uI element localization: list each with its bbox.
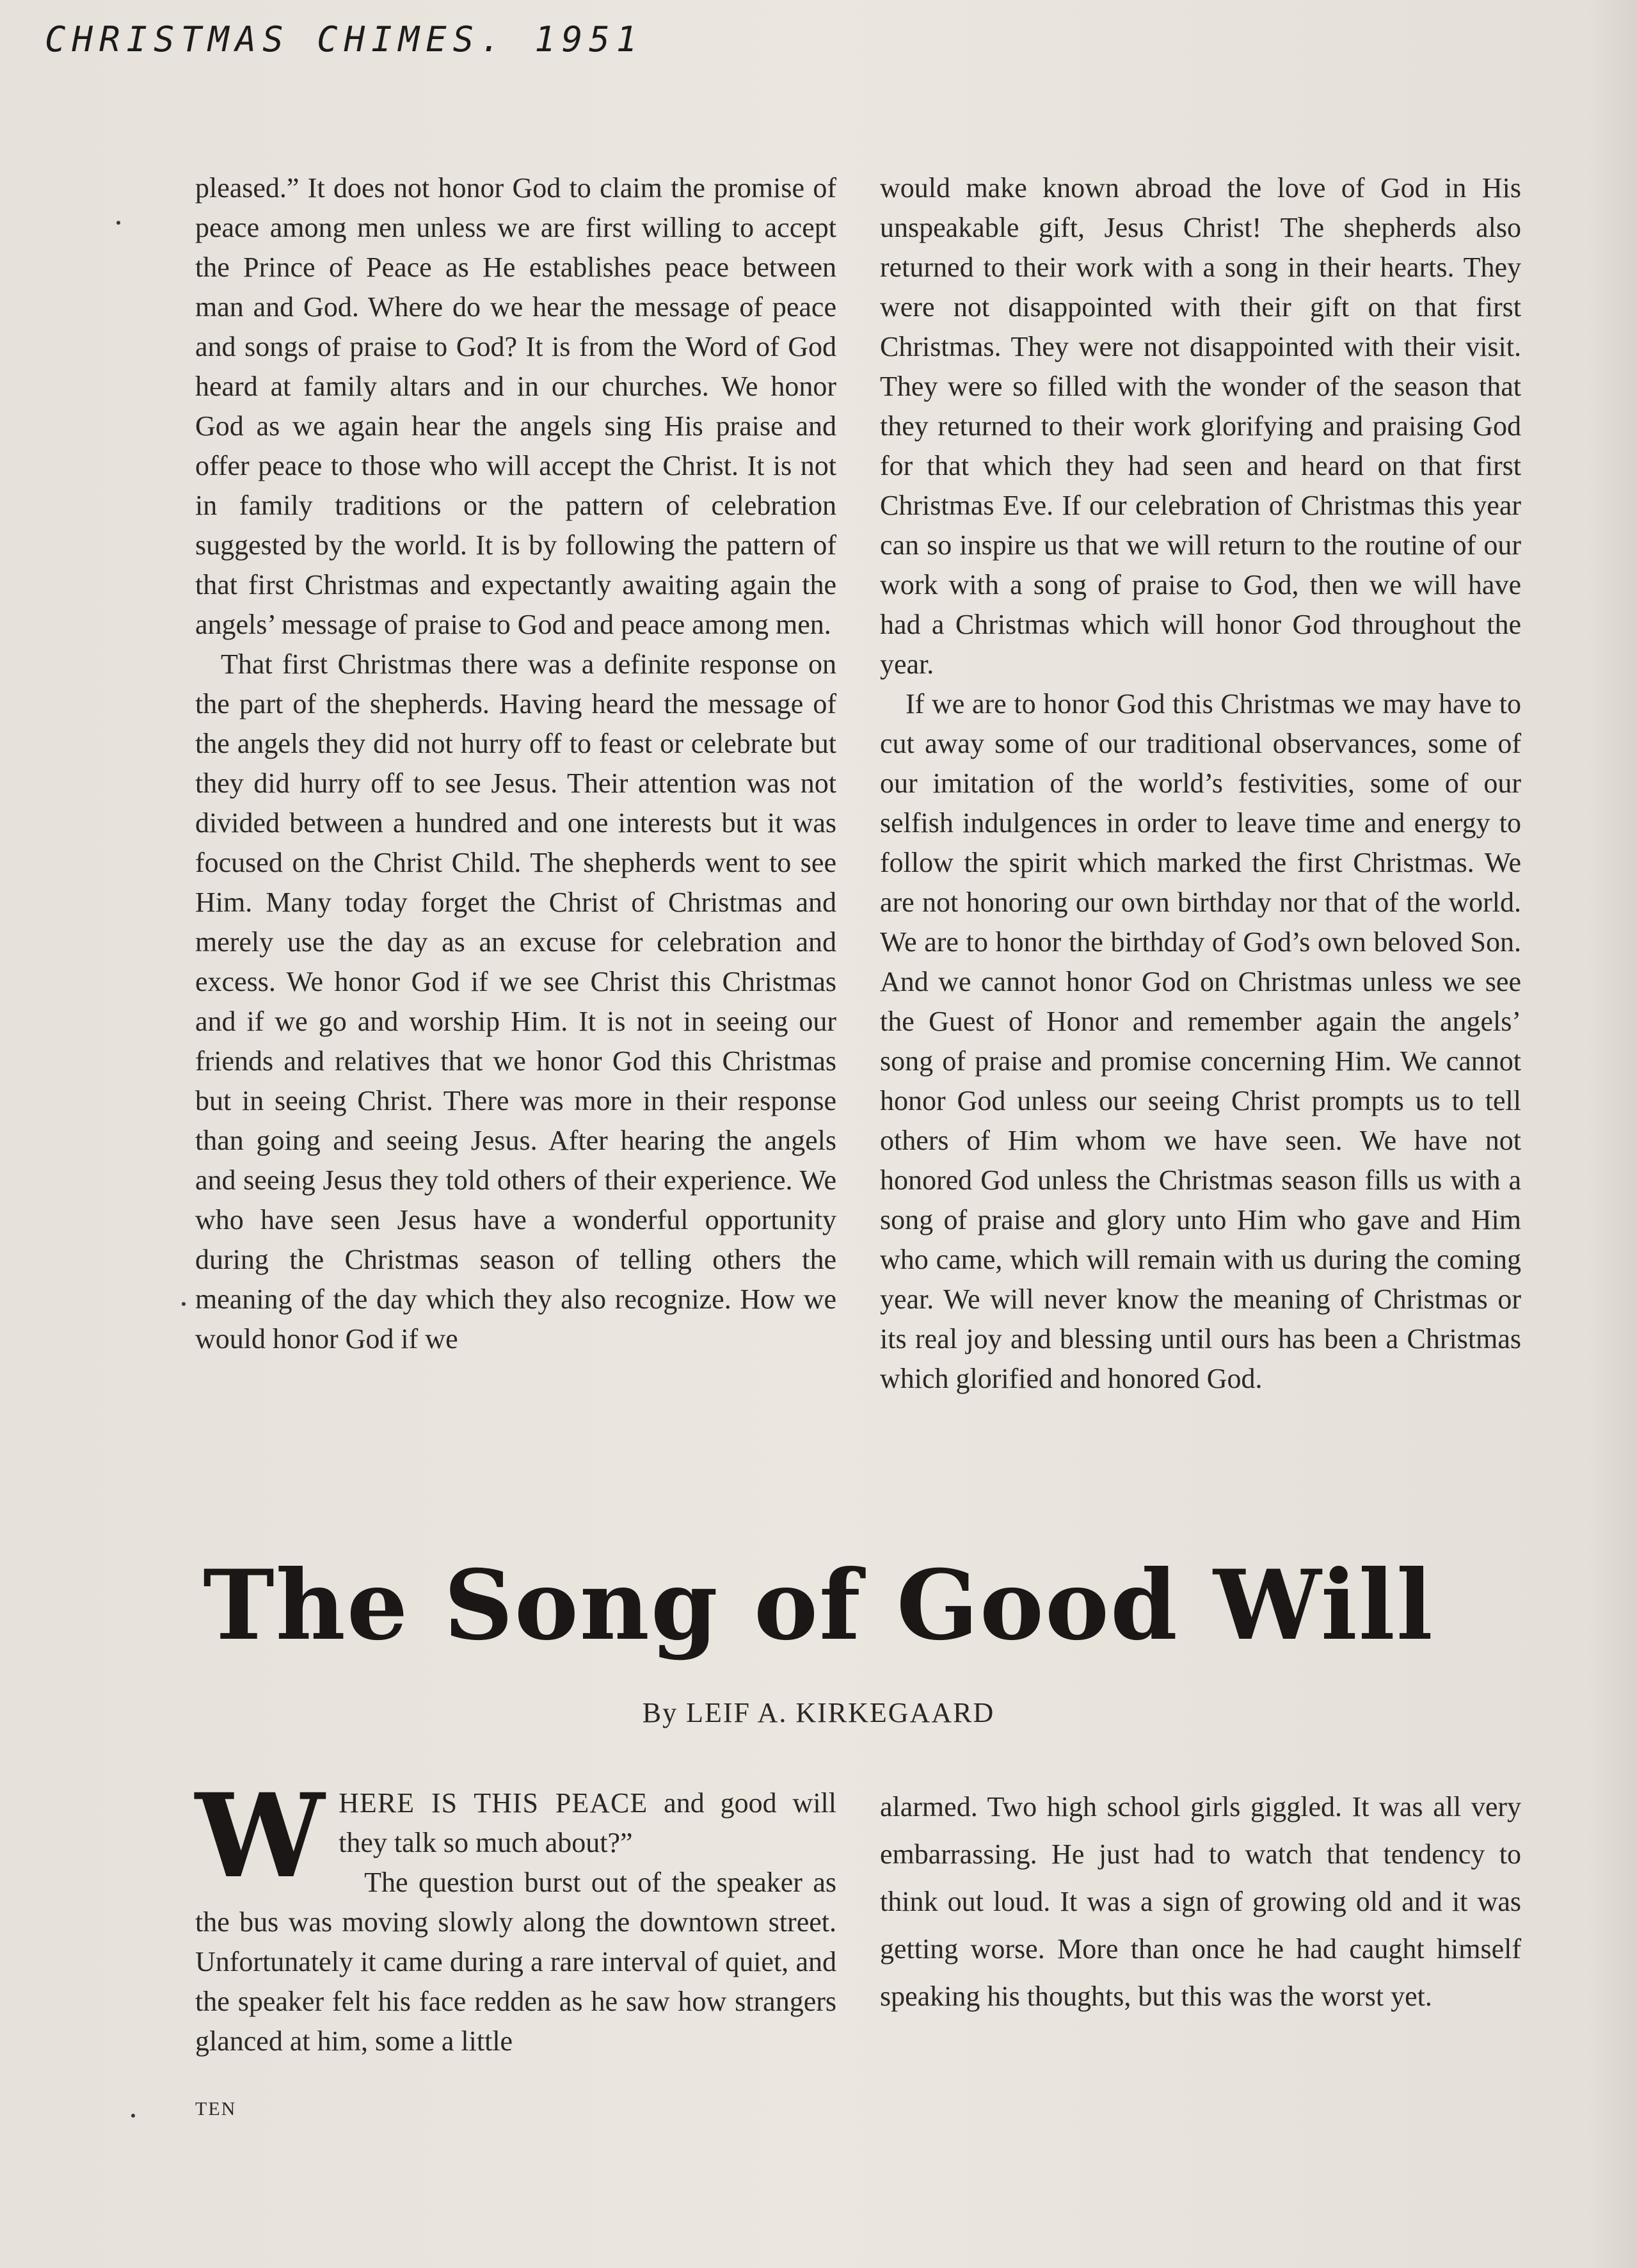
article-byline: By LEIF A. KIRKEGAARD bbox=[642, 1697, 995, 1728]
handwritten-annotation: CHRISTMAS CHIMES. 1951 bbox=[45, 19, 644, 60]
opening-lead: HERE IS THIS PEACE bbox=[339, 1787, 648, 1819]
paragraph: would make known abroad the love of God in His unspeakable gift, Jesus Christ! The shepherds also returned to their work with a song in their hearts. They were not disappointed with their gift on that first Christmas. They were not disappointed with their visit. They were so filled with the wonder of the season that they returned to their work glorifying and praising God for that which they had seen and heard on that first Christmas Eve. If our celebration of Christmas this year can so inspire us that we will return to the routine of our work with a song of praise to God, then we will have had a Christmas which will honor God throughout the year. bbox=[880, 172, 1521, 680]
article-left-column bbox=[195, 1769, 836, 2061]
paragraph: The question burst out of the speaker as the bus was moving slowly along the downtown street. Unfortunately it came during a rare interval of quiet, and the speaker felt his face redden as he saw how strangers glanced at him, some a little bbox=[195, 1867, 836, 2057]
top-left-column bbox=[195, 168, 836, 1359]
paper-speck bbox=[131, 2114, 135, 2118]
paragraph: That first Christmas there was a definite response on the part of the shepherds. Having heard the message of the angels they did not hurry off to feast or celebrate but they did hurry off to see Jesus. Their attention was not divided between a hundred and one interests but it was focused on the Christ Child. The shepherds went to see Him. Many today forget the Christ of Christmas and merely use the day as an excuse for celebration and excess. We honor God if we see Christ this Christmas and if we go and worship Him. It is not in seeing our friends and relatives that we honor God this Christmas but in seeing Christ. There was more in their response than going and seeing Jesus. After hearing the angels and seeing Jesus they told others of their experience. We who have seen Jesus have a wonderful opportunity during the Christmas season of telling others the meaning of the day which they also recognize. How we would honor God if we bbox=[195, 648, 836, 1355]
paragraph: If we are to honor God this Christmas we may have to cut away some of our traditional observances, some of our imitation of the world’s festivities, some of our selfish indulgences in order to leave time and energy to follow the spirit which marked the first Christmas. We are not honoring our own birthday nor that of the world. We are to honor the birthday of God’s own beloved Son. And we cannot honor God on Christmas unless we see the Guest of Honor and remember again the angels’ song of praise and promise concerning Him. We cannot honor God unless our seeing Christ prompts us to tell others of Him whom we have seen. We have not honored God unless the Christmas season fills us with a song of praise and glory unto Him who gave and Him who came, which will remain with us during the coming year. We will never know the meaning of Christmas or its real joy and blessing until ours has been a Christmas which glorified and honored God. bbox=[880, 688, 1521, 1394]
paragraph: alarmed. Two high school girls giggled. It was all very embarrassing. He just had to watch that tendency to think out loud. It was a sign of growing old and it was getting worse. More than once he had caught himself speaking his thoughts, but this was the worst yet. bbox=[880, 1791, 1521, 2012]
article-right-column bbox=[880, 1783, 1521, 2020]
opening-rest: and good will they talk so much about?” bbox=[339, 1787, 836, 1858]
paper-speck bbox=[182, 1302, 186, 1306]
article-title: The Song of Good Will bbox=[203, 1549, 1434, 1662]
drop-cap: W bbox=[195, 1769, 325, 1904]
top-right-column bbox=[880, 168, 1521, 1399]
page-number: TEN bbox=[195, 2098, 237, 2119]
paper-speck bbox=[116, 221, 120, 225]
paragraph: pleased.” It does not honor God to claim the promise of peace among men unless we are first willing to accept the Prince of Peace as He establishes peace between man and God. Where do we hear the message of peace and songs of praise to God? It is from the Word of God heard at family altars and in our churches. We honor God as we again hear the angels sing His praise and offer peace to those who will accept the Christ. It is not in family traditions or the pattern of celebration suggested by the world. It is by following the pattern of that first Christmas and expectantly awaiting again the angels’ message of praise to God and peace among men. bbox=[195, 172, 836, 640]
